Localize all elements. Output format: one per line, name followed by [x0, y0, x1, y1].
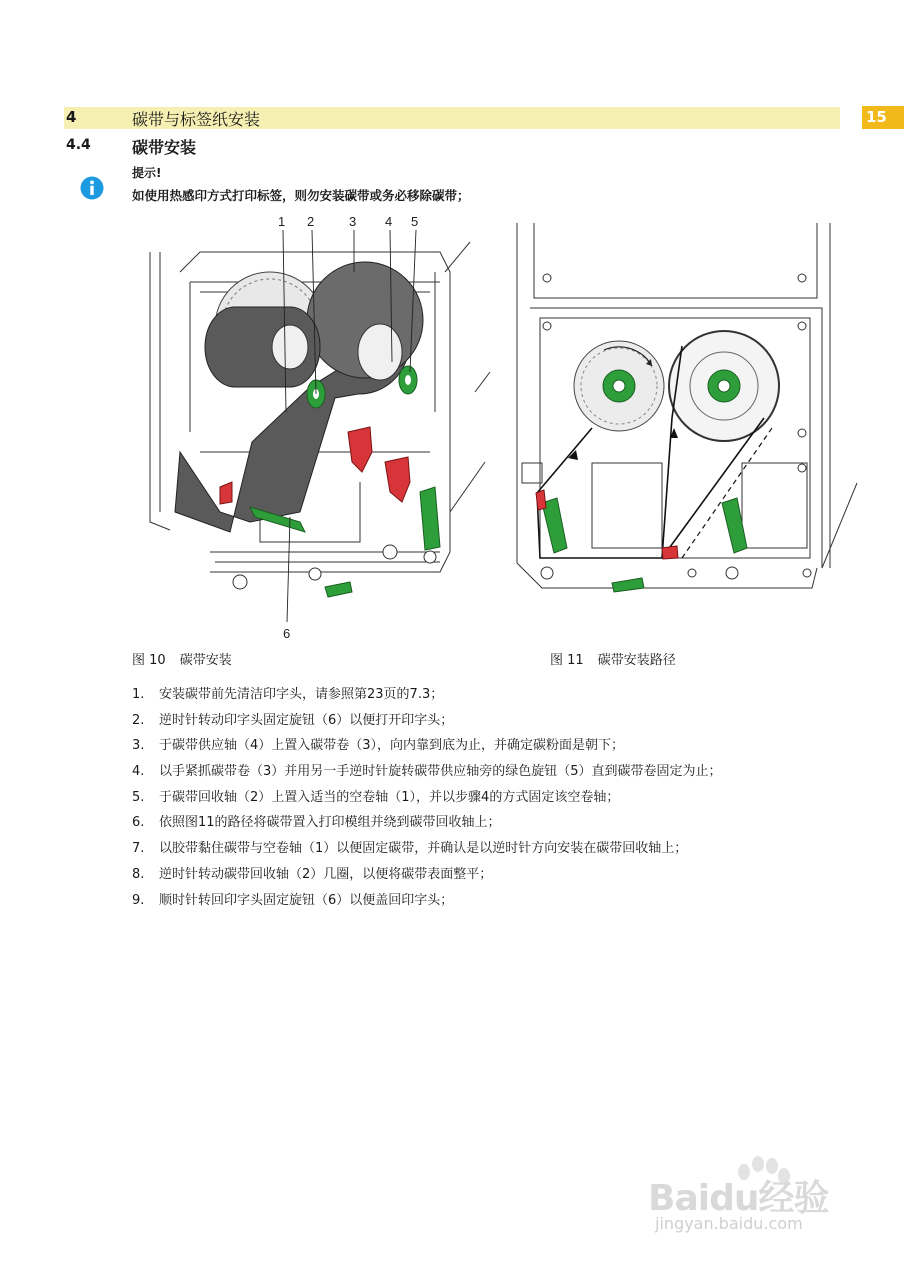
figure-11-illustration [512, 218, 862, 598]
watermark-brand: Baidu经验 [648, 1178, 829, 1219]
figure-11-caption-text: 碳带安装路径 [597, 653, 676, 668]
figure-10-caption-number: 图 10 [132, 653, 166, 668]
list-item: 2. 逆时针转动印字头固定旋钮（6）以便打开印字头； [132, 712, 454, 728]
note-text: 如使用热感印方式打印标签，则勿安装碳带或务必移除碳带； [132, 188, 470, 203]
figure-10-callout-1: 1 [278, 214, 286, 229]
list-item: 3. 于碳带供应轴（4）上置入碳带卷（3），向内靠到底为止，并确定碳粉面是朝下； [132, 738, 625, 754]
chapter-title: 碳带与标签纸安装 [132, 110, 261, 129]
figure-10-callout-3: 3 [349, 214, 357, 229]
figure-10-callout-6: 6 [283, 626, 291, 641]
list-item: 1. 安装碳带前先清洁印字头，请参照第23页的7.3； [132, 687, 444, 702]
installation-steps-list [132, 686, 722, 917]
page-number-badge: 15 [862, 106, 904, 129]
list-item: 9. 顺时针转回印字头固定旋钮（6）以便盖回印字头； [132, 892, 454, 908]
figure-10-caption-text: 碳带安装 [179, 653, 232, 668]
watermark-url: jingyan.baidu.com [655, 1214, 803, 1233]
list-item: 5. 于碳带回收轴（2）上置入适当的空卷轴（1），并以步骤4的方式固定该空卷轴； [132, 789, 620, 805]
section-title: 碳带安装 [132, 138, 197, 157]
note-label: 提示! [132, 166, 162, 180]
list-item: 8. 逆时针转动碳带回收轴（2）几圈，以便将碳带表面整平； [132, 866, 493, 882]
list-item: 6. 依照图11的路径将碳带置入打印模组并绕到碳带回收轴上； [132, 815, 501, 831]
figure-10-illustration [140, 212, 505, 642]
figure-10-callout-4: 4 [385, 214, 393, 229]
list-item: 4. 以手紧抓碳带卷（3）并用另一手逆时针旋转碳带供应轴旁的绿色旋钮（5）直到碳带卷固定为止； [132, 764, 722, 780]
info-icon [80, 176, 104, 200]
figure-11-caption [550, 649, 676, 668]
section-number: 4.4 [66, 137, 91, 153]
list-item: 7. 以胶带黏住碳带与空卷轴（1）以便固定碳带，并确认是以逆时针方向安装在碳带回收轴上； [132, 841, 688, 857]
chapter-number: 4 [66, 108, 77, 126]
figure-10-callout-5: 5 [411, 214, 419, 229]
figure-11-caption-number: 图 11 [550, 653, 584, 668]
figure-10-callout-2: 2 [307, 214, 315, 229]
figure-10-caption [132, 649, 232, 668]
